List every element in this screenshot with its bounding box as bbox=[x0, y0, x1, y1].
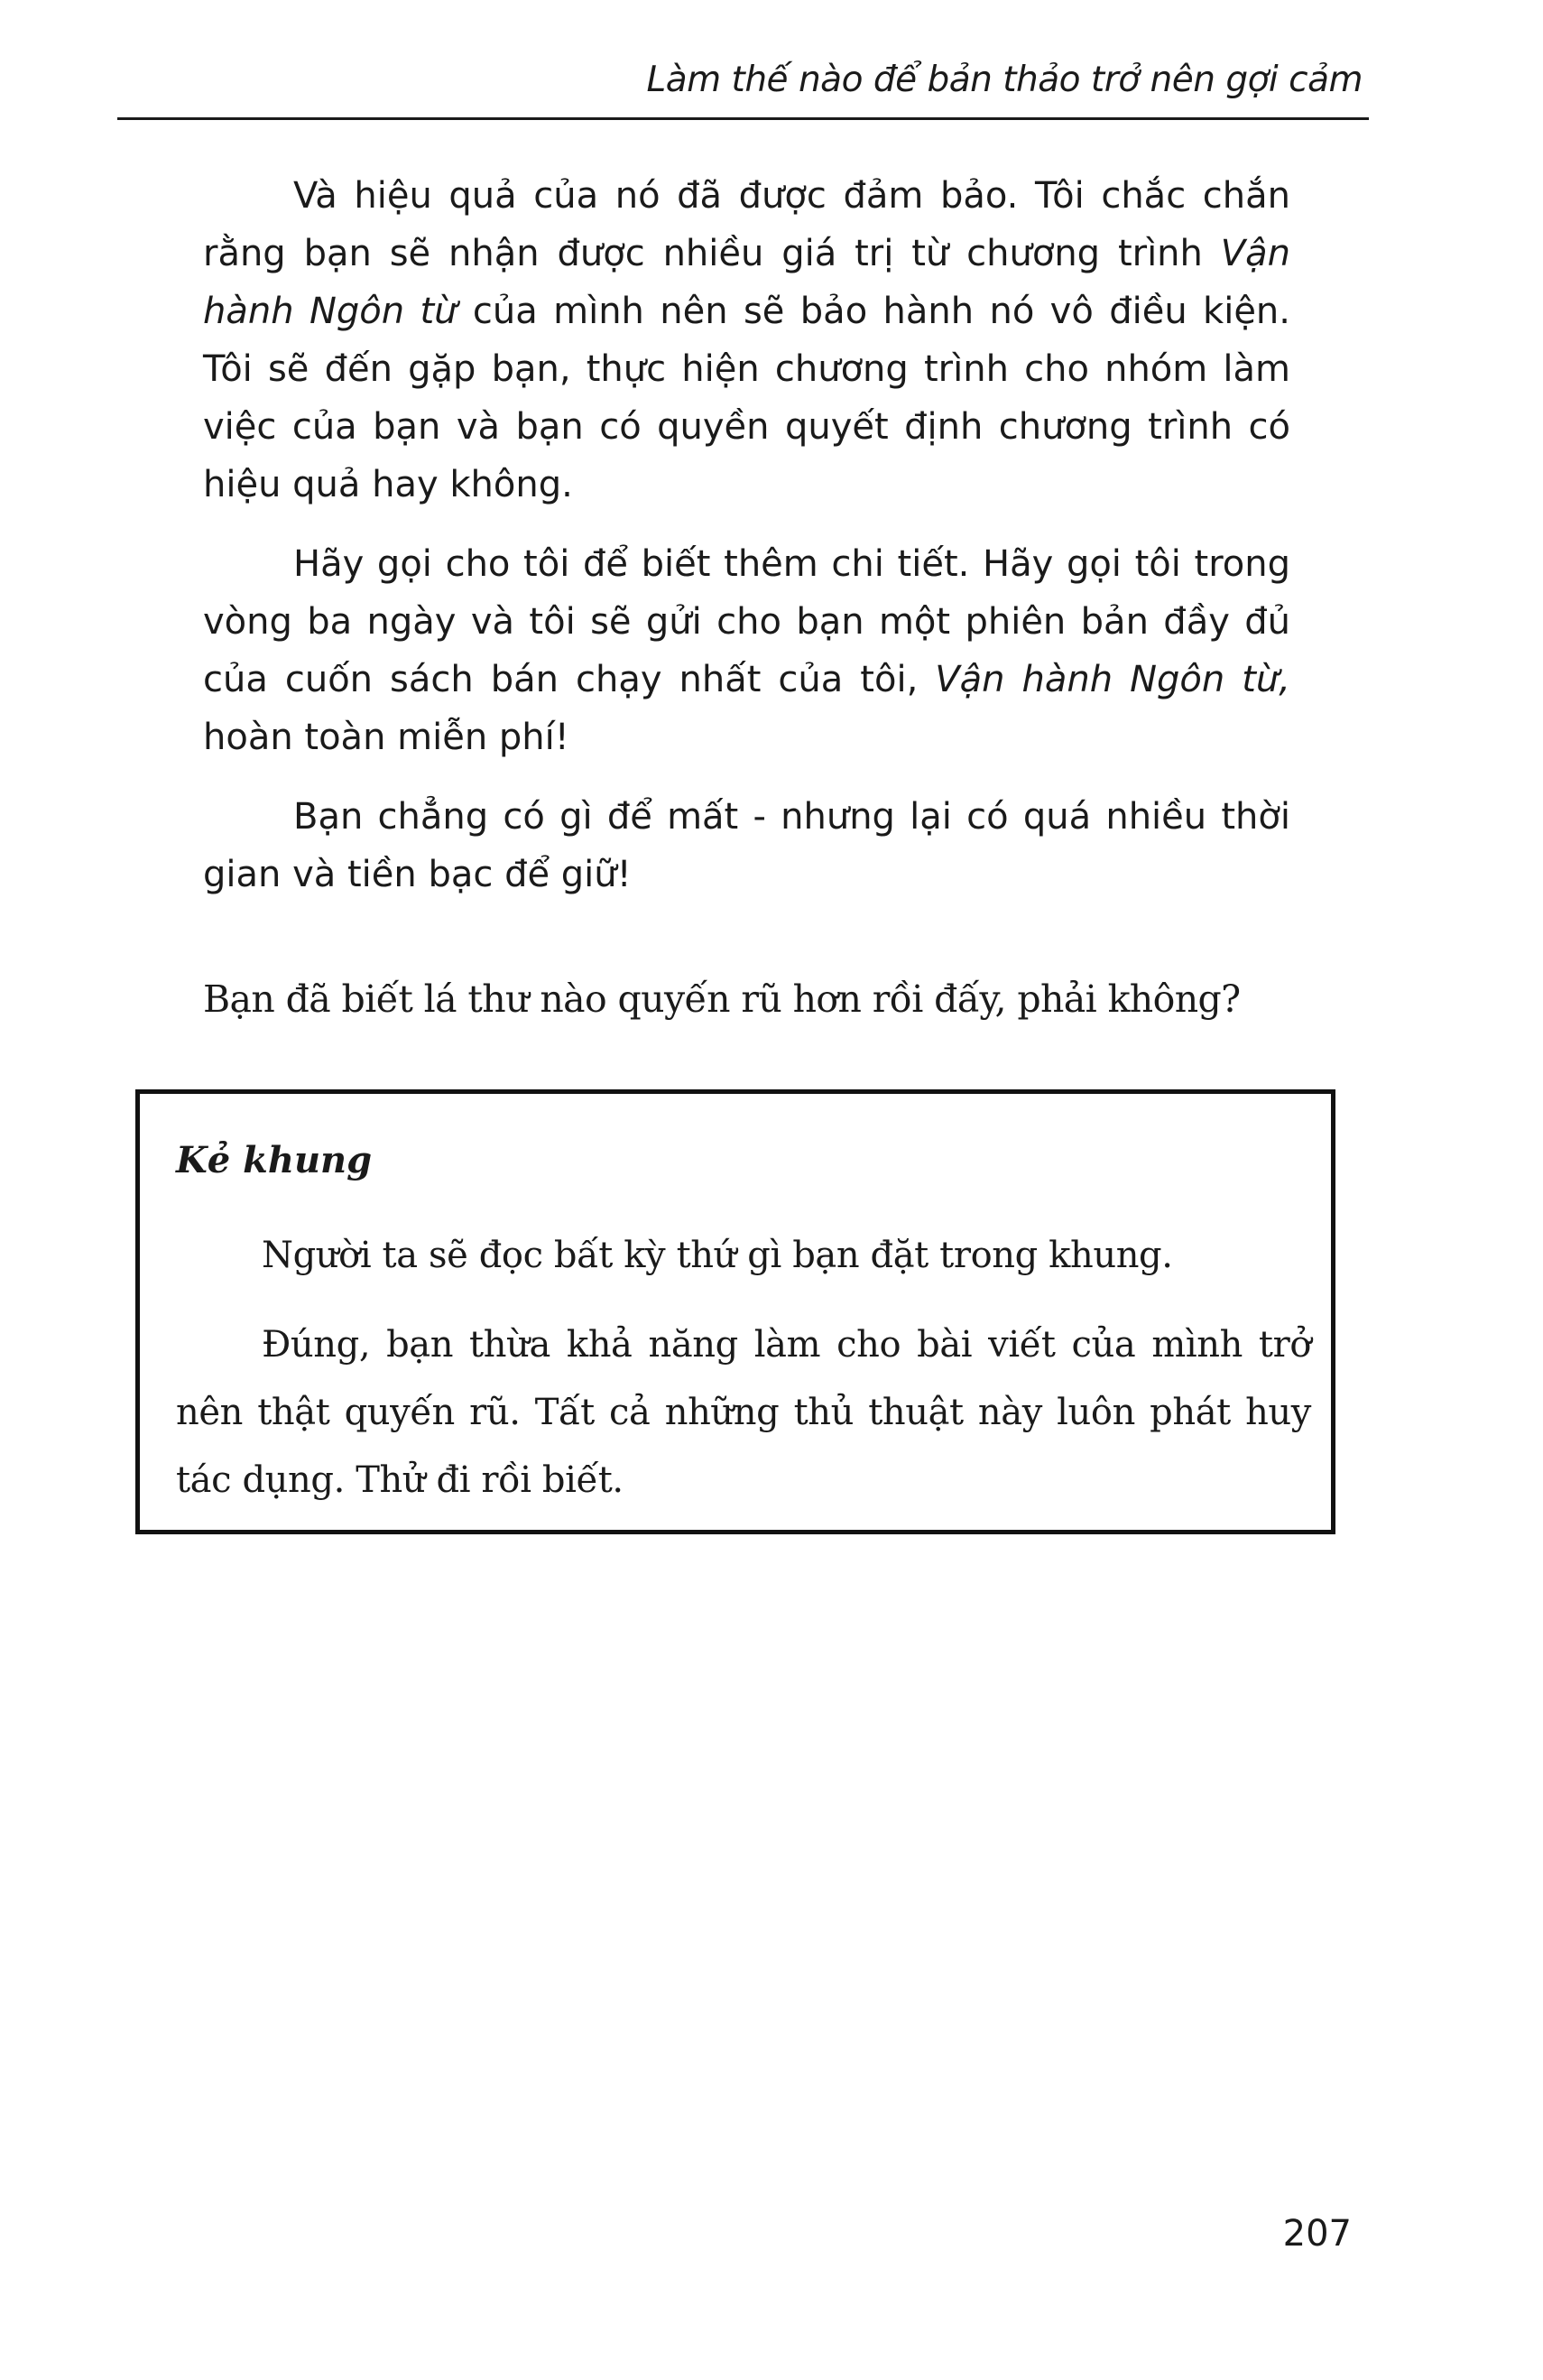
page-number: 207 bbox=[1282, 2213, 1352, 2255]
sidebar-box-paragraph-2: Đúng, bạn thừa khả năng làm cho bài viết của mình trở nên thật quyến rũ. Tất cả những thủ thuật này luôn phát huy tác dụng. Thử đi rồi biết. bbox=[176, 1324, 1311, 1501]
letter-paragraph-3: Bạn chẳng có gì để mất - nhưng lại có quá nhiều thời gian và tiền bạc để giữ! bbox=[203, 796, 1290, 895]
letter-p2-text-b: hoàn toàn miễn phí! bbox=[203, 717, 569, 758]
sidebar-box-body bbox=[176, 1222, 1311, 1536]
letter-p1-text-a: Và hiệu quả của nó đã được đảm bảo. Tôi chắc chắn rằng bạn sẽ nhận được nhiều giá trị từ chương trình bbox=[203, 175, 1290, 274]
sidebar-box-title: Kẻ khung bbox=[176, 1139, 373, 1181]
header-rule bbox=[117, 117, 1369, 120]
letter-p1-italic-title: Vận hành Ngôn từ bbox=[203, 233, 1290, 332]
closing-question: Bạn đã biết lá thư nào quyến rũ hơn rồi đấy, phải không? bbox=[203, 977, 1241, 1021]
letter-p2-text-a: Hãy gọi cho tôi để biết thêm chi tiết. Hãy gọi tôi trong vòng ba ngày và tôi sẽ gửi cho bạn một phiên bản đầy đủ của cuốn sách bán chạy nhất của tôi, bbox=[203, 543, 1290, 700]
running-header-title: Làm thế nào để bản thảo trở nên gợi cảm bbox=[646, 60, 1363, 100]
letter-excerpt bbox=[203, 167, 1290, 925]
letter-p1-text-b: của mình nên sẽ bảo hành nó vô điều kiện. Tôi sẽ đến gặp bạn, thực hiện chương trình cho nhóm làm việc của bạn và bạn có quyền quyết định chương trình có hiệu quả hay không. bbox=[203, 291, 1291, 505]
sidebar-box bbox=[135, 1089, 1335, 1534]
sidebar-box-paragraph-1: Người ta sẽ đọc bất kỳ thứ gì bạn đặt trong khung. bbox=[262, 1235, 1173, 1276]
letter-paragraph-2 bbox=[203, 535, 1290, 766]
letter-paragraph-1 bbox=[203, 167, 1290, 514]
letter-p2-italic-title: Vận hành Ngôn từ, bbox=[935, 659, 1290, 700]
